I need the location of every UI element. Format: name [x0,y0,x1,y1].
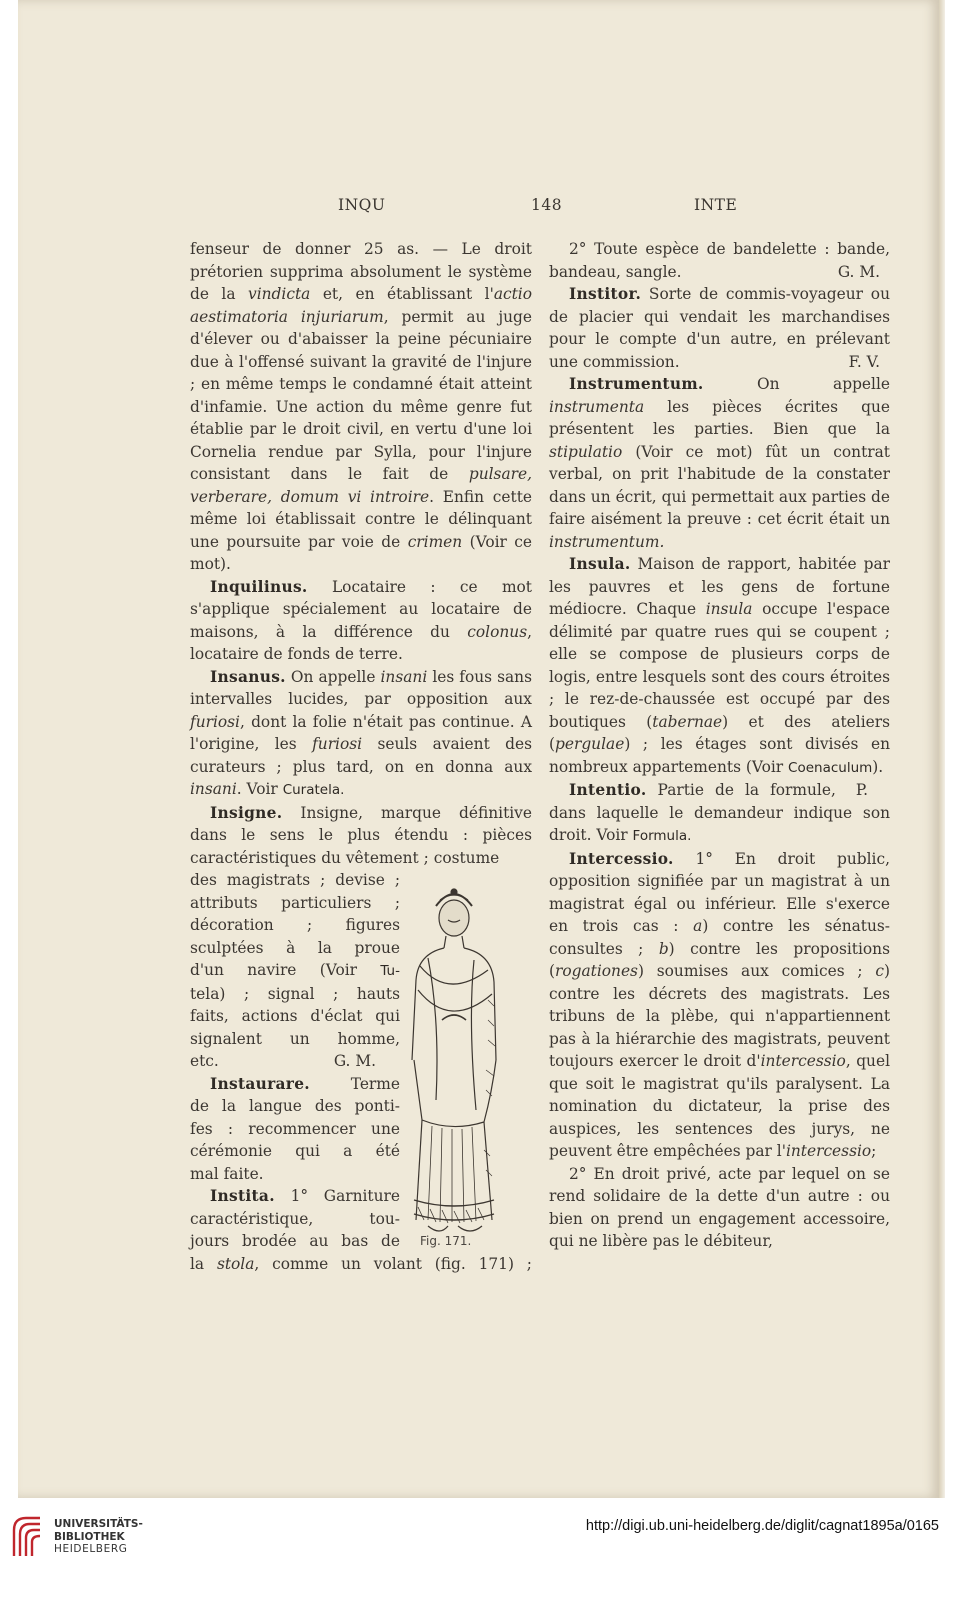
library-logo-icon [10,1512,46,1560]
entry-institor: Institor. Sorte de commis-voyageur ou de placier qui vendait les marchandises pour le compte d'un autre, en prélevant une commission. F. V. [549,283,890,373]
author-initials: F. V. [848,352,880,371]
entry-inquilinus: Inquilinus. Locataire : ce mot s'applique spécialement au locataire de maisons, à la différence du colonus, locataire de fonds de terre. [190,577,532,663]
entry-insula: Insula. Maison de rapport, habitée par les pauvres et les gens de fortune médiocre. Chaque insula occupe l'espace délimité par quatre rues qui se coupent ; elle se compose de plusieurs corps de logis, entre lesquels sont des cours étroites ; le rez-de-chaussée est occupé par des boutiques (tabernae) et des ateliers (pergulae) ; les étages sont divisés en nombreux appartements (Voir Coenaculum). P. [549,553,890,779]
entry-insigne: Insigne. Insigne, marque définitive dans le sens le plus étendu : pièces caractéristiques du vêtement ; costume [190,803,532,867]
cross-reference: Coenaculum [788,759,873,776]
figure-draped-woman-illustration [388,870,518,1260]
author-initials: G. M. [837,262,880,281]
figure-caption: Fig. 171. [420,1234,472,1248]
entry-intercessio: Intercessio. 1° En droit public, opposition signifiée par un magistrat à un magistrat égal ou inférieur. Elle s'exerce en trois cas : a) contre les sénatus-consultes ; b) contre les propositions (rogationes) soumises aux comices ; c) contre les décrets des magistrats. Les tribuns de la plèbe, qui n'appartiennent pas à la hiérarchie des magistrats, peuvent toujours exercer le droit d'intercessio, quel que soit le magistrat qu'ils paralysent. La nomination du dictateur, la prise des auspices, les sentences des jurys, ne peuvent être empêchées par l'intercessio; [549,849,890,1160]
headword: Instaurare. [210,1074,310,1093]
author-initials: G. M. [333,1052,376,1070]
source-url: http://digi.ub.uni-heidelberg.de/diglit/cagnat1895a/0165 [585,1518,939,1534]
scanned-page [18,0,939,1498]
entry-intercessio-part2: 2° En droit privé, acte par lequel on se rend solidaire de la dette d'un autre : ou bien on prend un engagement accessoire, qui ne libère pas le débiteur, [549,1164,890,1250]
right-column [549,238,890,1253]
headword: Insanus. [210,667,286,686]
library-logo-text: UNIVERSITÄTS- BIBLIOTHEK HEIDELBERG [54,1518,143,1555]
headword: Intercessio. [569,849,674,868]
cross-reference: Curatela. [282,782,345,798]
header-right: INTE [694,196,738,214]
left-column: fenseur de donner 25 as. — Le droit prétorien supprima absolument le système de la vindicta et, en établissant l'actio aestimatoria injuriarum, permit au juge d'élever ou d'abaisser la peine pécuniaire due à l'offensé suivant la gravité de l'injure ; en même temps le condamné était atteint d'infamie. Une action du même genre fut établie par le droit civil, en vertu d'une loi Cornelia rendue par Sylla, pour l'injure consistant dans le fait de pulsare, verberare, domum vi introire. Enfin cette même loi établissait contre le délinquant une poursuite par voie de crimen (Voir ce mot). Inquilinus. Locataire : ce mot s'applique spécialement au locataire de maisons, à la différence du colonus, locataire de fonds de terre. Insanus. On appelle insani les fous sans intervalles lucides, par opposition aux furiosi, dont la folie n'était pas continue. A l'origine, les furiosi seuls avaient des curateurs ; plus tard, on en donna aux insani. Voir Curatela. Insigne. Insigne, marque définitive dans le sens le plus étendu : pièces caractéristiques du vêtement ; costume des magistrats ; devise ; attributs particuliers ; décoration ; figures sculptées à la proue d'un navire (Voir Tu- tela) ; signal ; hauts faits, actions d'éclat qui signalent un homme, etc. G. M. Instaurare. Terme de la langue des ponti- fes : recommencer une cérémonie qui a été mal faite. Instita. 1° Garniture caractéristique, tou- jours brodée au bas de la stola, comme un volant (fig. 171) ; [190,240,532,1273]
cross-reference: Tu- [380,963,400,979]
wrapped-text-beside-figure: des magistrats ; devise ; attributs particuliers ; décoration ; figures sculptées à la proue d'un navire (Voir Tu- tela) ; signal ; hauts faits, actions d'éclat qui signalent un homme, etc. G. M. Instaurare. Terme de la langue des ponti- fes : recommencer une cérémonie qui a été mal faite. Instita. 1° Garniture caractéristique, tou- jours brodée au bas de [190,871,400,1250]
entry-instita: Instita. 1° Garniture [210,1187,400,1205]
headword: Instrumentum. [569,375,704,393]
entry-continuation: 2° Toute espèce de bandelette : bande, bandeau, sangle. G. M. [549,238,890,283]
headword: Insigne. [210,803,283,822]
entry-insanus: Insanus. On appelle insani les fous sans intervalles lucides, par opposition aux furiosi, dont la folie n'était pas continue. A l'origine, les furiosi seuls avaient des curateurs ; plus tard, on en donna aux insani. Voir Curatela. [190,667,532,798]
page-edge [939,0,945,1498]
running-header [18,196,939,220]
entry-intentio: Intentio. Partie de la formule, dans laquelle le demandeur indique son droit. Voir Formula. [549,781,890,844]
entry-instrumentum: Instrumentum. On appelle instrumenta les pièces écrites que présentent les parties. Bien que la stipulatio (Voir ce mot) fût un contrat verbal, on prit l'habitude de la constater dans un écrit, qui permettait aux parties de faire aisément la preuve : cet écrit était un instrumentum. [549,375,890,551]
headword: Instita. [210,1187,275,1205]
headword: Insula. [569,555,631,573]
entry-instaurare: Instaurare. Terme [210,1074,400,1093]
author-initials: P. [855,781,868,799]
header-left: INQU [338,196,386,214]
cross-reference: Formula. [632,828,692,844]
paragraph-continuation: fenseur de donner 25 as. — Le droit prétorien supprima absolument le système de la vindicta et, en établissant l'actio aestimatoria injuriarum, permit au juge d'élever ou d'abaisser la peine pécuniaire due à l'offensé suivant la gravité de l'injure ; en même temps le condamné était atteint d'infamie. Une action du même genre fut établie par le droit civil, en vertu d'une loi Cornelia rendue par Sylla, pour l'injure consistant dans le fait de pulsare, verberare, domum vi introire. Enfin cette même loi établissait contre le délinquant une poursuite par voie de crimen (Voir ce mot). [190,240,532,573]
footer-bar [0,1498,969,1618]
page-number: 148 [531,196,563,214]
headword: Inquilinus. [210,577,308,596]
headword: Intentio. [569,781,647,799]
headword: Institor. [569,285,642,303]
